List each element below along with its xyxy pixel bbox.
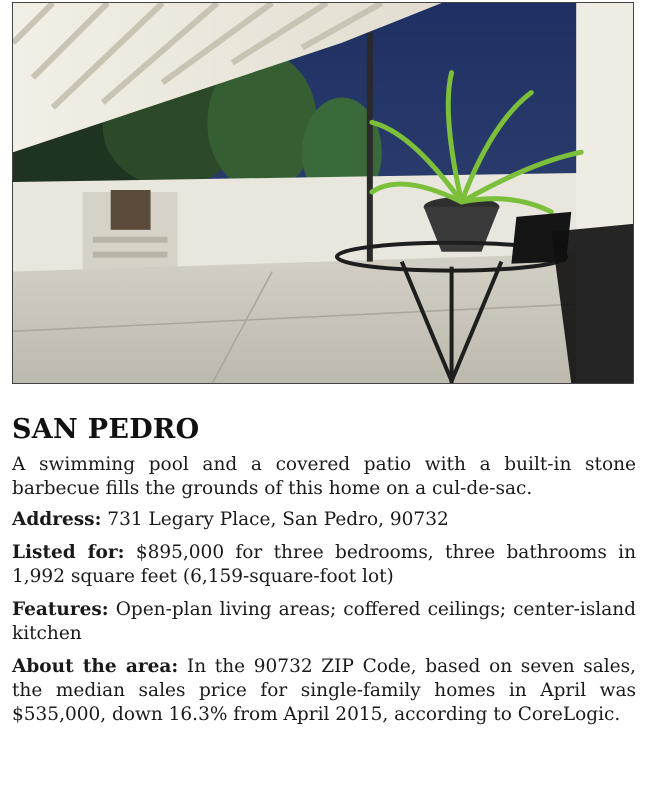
address-line (12, 508, 636, 532)
price-line (12, 541, 636, 589)
area-value: In the 90732 ZIP Code, based on seven sales, the median sales price for single-family homes in April was $535,000, down 16.3% from April 2015, according to CoreLogic. (12, 656, 636, 725)
area-label: About the area: (12, 656, 179, 677)
area-line (12, 655, 636, 727)
address-value: 731 Legary Place, San Pedro, 90732 (107, 509, 449, 530)
address-label: Address: (12, 509, 102, 530)
features-value: Open-plan living areas; coffered ceilings; center-island kitchen (12, 599, 636, 644)
price-value: $895,000 for three bedrooms, three bathrooms in 1,992 square feet (6,159-square-foot lot) (12, 542, 636, 587)
patio-photo-image (13, 3, 633, 383)
features-label: Features: (12, 599, 109, 620)
features-line (12, 598, 636, 646)
price-label: Listed for: (12, 542, 125, 563)
listing-intro: A swimming pool and a covered patio with a built-in stone barbecue fills the grounds of this home on a cul-de-sac. (12, 454, 636, 499)
patio-photo (12, 2, 634, 384)
listing-heading: SAN PEDRO (12, 414, 200, 445)
listing-text (12, 414, 636, 736)
